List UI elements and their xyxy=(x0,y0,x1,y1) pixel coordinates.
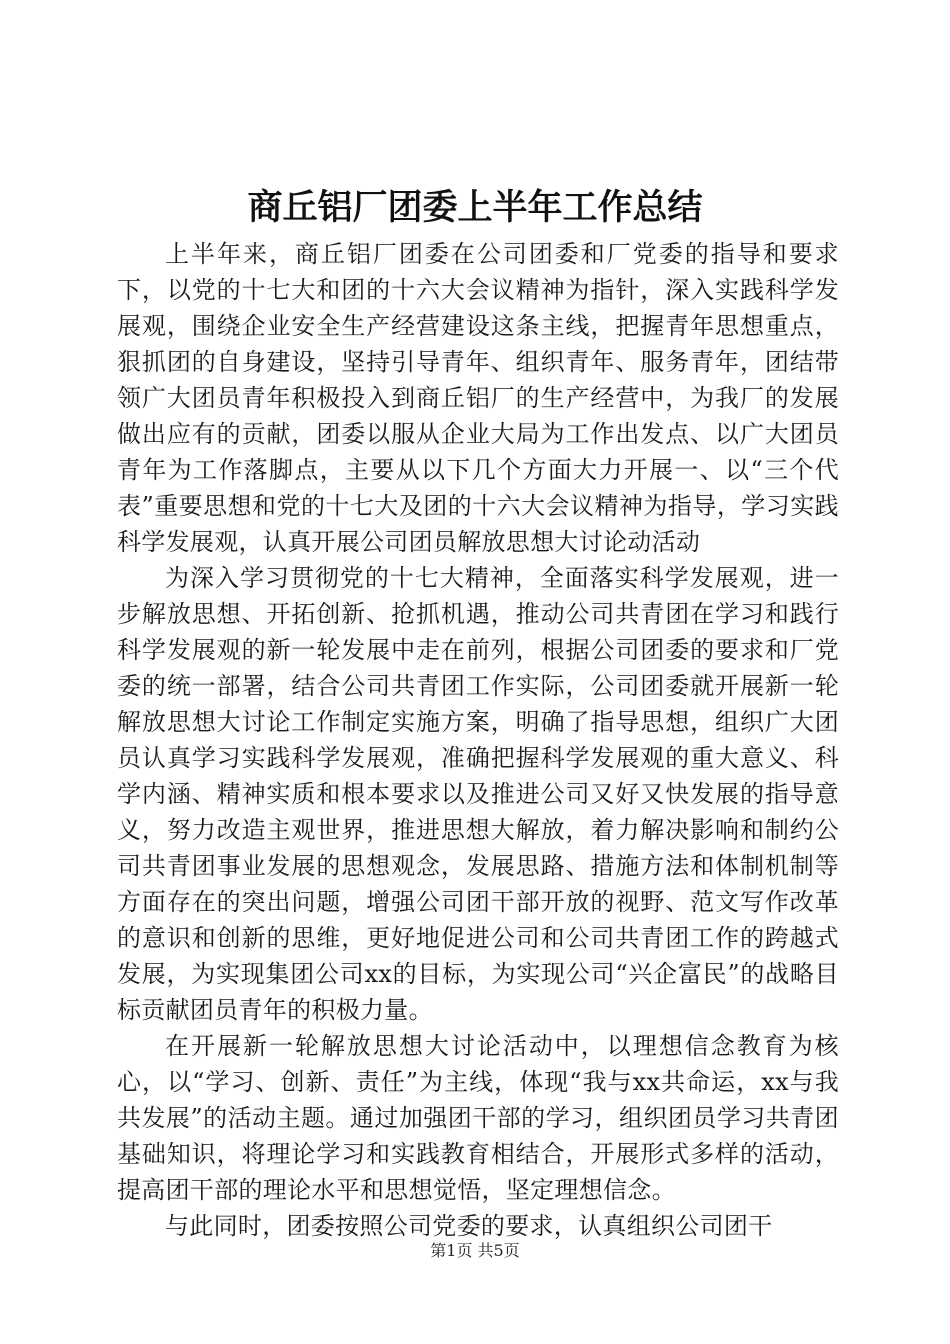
page-number-footer: 第1页 共5页 xyxy=(430,1241,520,1260)
paragraph-1: 上半年来，商丘铝厂团委在公司团委和厂党委的指导和要求下，以党的十七大和团的十六大会议精神为指针，深入实践科学发展观，围绕企业安全生产经营建设这条主线，把握青年思想重点，狠抓团的自身建设，坚持引导青年、组织青年、服务青年，团结带领广大团员青年积极投入到商丘铝厂的生产经营中，为我厂的发展做出应有的贡献，团委以服从企业大局为工作出发点、以广大团员青年为工作落脚点，主要从以下几个方面大力开展一、以“三个代表”重要思想和党的十七大及团的十六大会议精神为指导，学习实践科学发展观，认真开展公司团员解放思想大讨论动活动 xyxy=(117,240,839,556)
paragraph-2: 为深入学习贯彻党的十七大精神，全面落实科学发展观，进一步解放思想、开拓创新、抢抓机遇，推动公司共青团在学习和践行科学发展观的新一轮发展中走在前列，根据公司团委的要求和厂党委的统一部署，结合公司共青团工作实际，公司团委就开展新一轮解放思想大讨论工作制定实施方案，明确了指导思想，组织广大团员认真学习实践科学发展观，准确把握科学发展观的重大意义、科学内涵、精神实质和根本要求以及推进公司又好又快发展的指导意义，努力改造主观世界，推进思想大解放，着力解决影响和制约公司共青团事业发展的思想观念，发展思路、措施方法和体制机制等方面存在的突出问题，增强公司团干部开放的视野、范文写作改革的意识和创新的思维，更好地促进公司和公司共青团工作的跨越式发展，为实现集团公司xx的目标，为实现公司“兴企富民”的战略目标贡献团员青年的积极力量。 xyxy=(117,564,839,1024)
document-body xyxy=(117,236,839,1244)
paragraph-3: 在开展新一轮解放思想大讨论活动中，以理想信念教育为核心，以“学习、创新、责任”为主线，体现“我与xx共命运，xx与我共发展”的活动主题。通过加强团干部的学习，组织团员学习共青团基础知识，将理论学习和实践教育相结合，开展形式多样的活动，提高团干部的理论水平和思想觉悟，坚定理想信念。 xyxy=(117,1032,839,1204)
paragraph-4: 与此同时，团委按照公司党委的要求，认真组织公司团干 xyxy=(165,1212,773,1240)
document-title: 商丘铝厂团委上半年工作总结 xyxy=(247,187,703,228)
